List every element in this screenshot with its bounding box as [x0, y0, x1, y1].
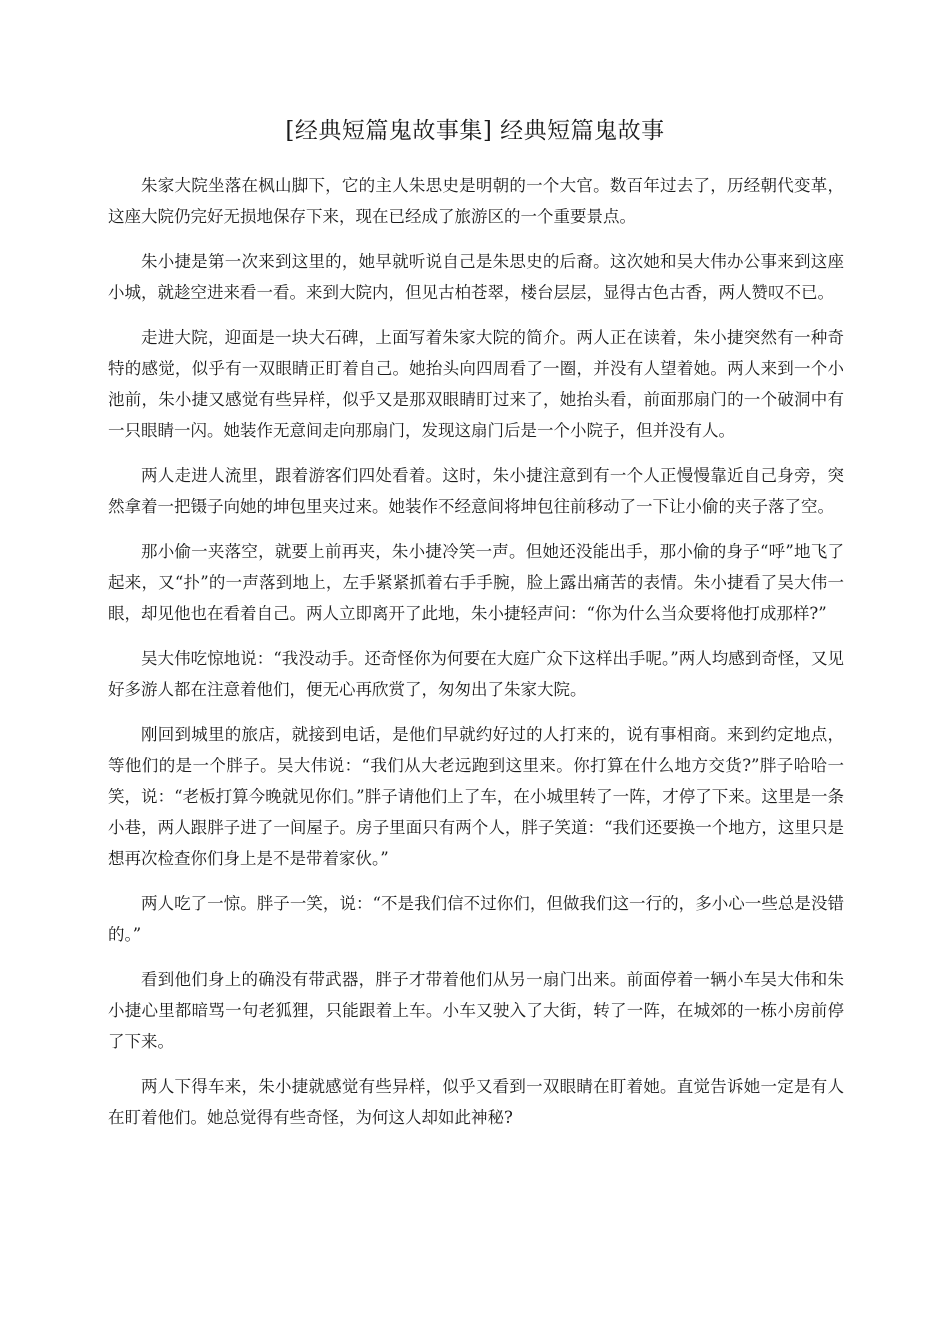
- paragraph: 那小偷一夹落空，就要上前再夹，朱小捷冷笑一声。但她还没能出手，那小偷的身子“呼”地飞了起来，又“扑”的一声落到地上，左手紧紧抓着右手手腕，脸上露出痛苦的表情。朱小捷看了吴大伟一眼，却见他也在看着自己。两人立即离开了此地，朱小捷轻声问：“你为什么当众要将他打成那样?”: [108, 542, 844, 623]
- story-body: [108, 170, 844, 1147]
- paragraph: 朱小捷是第一次来到这里的，她早就听说自己是朱思史的后裔。这次她和吴大伟办公事来到这座小城，就趁空进来看一看。来到大院内，但见古柏苍翠，楼台层层，显得古色古香，两人赞叹不已。: [108, 252, 844, 302]
- paragraph: 走进大院，迎面是一块大石碑，上面写着朱家大院的简介。两人正在读着，朱小捷突然有一种奇特的感觉，似乎有一双眼睛正盯着自己。她抬头向四周看了一圈，并没有人望着她。两人来到一个小池前，朱小捷又感觉有些异样，似乎又是那双眼睛盯过来了，她抬头看，前面那扇门的一个破洞中有一只眼睛一闪。她装作无意间走向那扇门，发现这扇门后是一个小院子，但并没有人。: [108, 328, 844, 440]
- paragraph: 吴大伟吃惊地说：“我没动手。还奇怪你为何要在大庭广众下这样出手呢。”两人均感到奇怪，又见好多游人都在注意着他们，便无心再欣赏了，匆匆出了朱家大院。: [108, 649, 844, 699]
- paragraph: 两人吃了一惊。胖子一笑，说：“不是我们信不过你们，但做我们这一行的，多小心一些总是没错的。”: [108, 894, 844, 944]
- paragraph: 刚回到城里的旅店，就接到电话，是他们早就约好过的人打来的，说有事相商。来到约定地点，等他们的是一个胖子。吴大伟说：“我们从大老远跑到这里来。你打算在什么地方交货?”胖子哈哈一笑，说：“老板打算今晚就见你们。”胖子请他们上了车，在小城里转了一阵，才停了下来。这里是一条小巷，两人跟胖子进了一间屋子。房子里面只有两个人，胖子笑道：“我们还要换一个地方，这里只是想再次检查你们身上是不是带着家伙。”: [108, 725, 844, 868]
- paragraph: 两人走进人流里，跟着游客们四处看着。这时，朱小捷注意到有一个人正慢慢靠近自己身旁，突然拿着一把镊子向她的坤包里夹过来。她装作不经意间将坤包往前移动了一下让小偷的夹子落了空。: [108, 466, 844, 516]
- paragraph: 看到他们身上的确没有带武器，胖子才带着他们从另一扇门出来。前面停着一辆小车吴大伟和朱小捷心里都暗骂一句老狐狸，只能跟着上车。小车又驶入了大街，转了一阵，在城郊的一栋小房前停了下来。: [108, 970, 844, 1051]
- page-title: [经典短篇鬼故事集] 经典短篇鬼故事: [285, 118, 665, 144]
- paragraph: 两人下得车来，朱小捷就感觉有些异样，似乎又看到一双眼睛在盯着她。直觉告诉她一定是有人在盯着他们。她总觉得有些奇怪，为何这人却如此神秘?: [108, 1077, 844, 1127]
- paragraph: 朱家大院坐落在枫山脚下，它的主人朱思史是明朝的一个大官。数百年过去了，历经朝代变革，这座大院仍完好无损地保存下来，现在已经成了旅游区的一个重要景点。: [108, 176, 844, 226]
